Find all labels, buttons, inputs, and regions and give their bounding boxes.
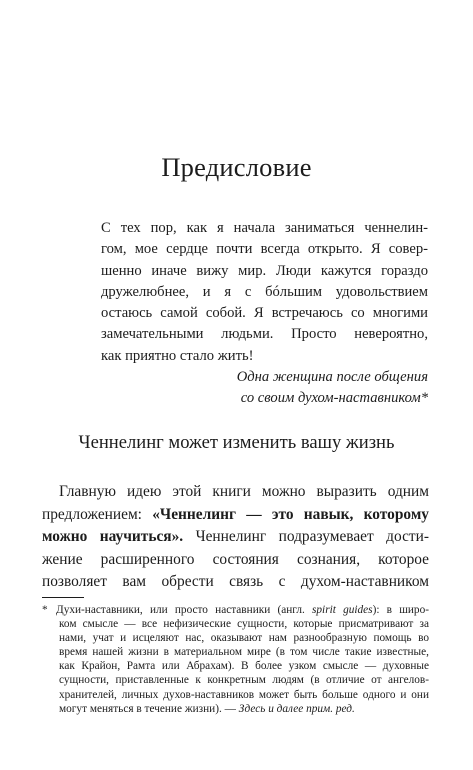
body-line — [42, 504, 429, 527]
epigraph-source-line: со своим духом-наставником* — [240, 390, 428, 407]
body-text-run: Ченнелинг подразумевает дости- — [195, 528, 429, 546]
epigraph-line: гом, мое сердце почти всегда открыто. Я совер- — [101, 241, 428, 258]
footnote-separator — [42, 597, 84, 598]
epigraph — [101, 218, 428, 410]
footnote-line — [42, 702, 429, 716]
body-text-run: предложением: — [42, 505, 142, 523]
epigraph-line: как приятно стало жить! — [101, 347, 254, 364]
body-bold-run: можно научиться». — [42, 528, 184, 546]
body-paragraph — [42, 481, 429, 594]
footnote-marker: * — [42, 604, 48, 616]
footnote-line: время нашей жизни в материальном мире (в том числе такие известные, — [59, 646, 429, 659]
footnote-line: сущности, приставленные к конкретным людям (в отличие от ангелов- — [59, 674, 429, 687]
body-line — [42, 526, 429, 549]
chapter-title: Предисловие — [161, 152, 312, 182]
footnote-line: ком смысле — все нефизические сущности, которые присматривают за — [59, 618, 429, 631]
footnote-line — [42, 603, 429, 617]
body-bold-run: «Ченнелинг — это навык, которому — [152, 505, 429, 523]
epigraph-line: замечательными людьми. Просто невероятно, — [101, 326, 428, 343]
footnote-line: как Крайон, Рамта или Абрахам). В более узком смысле — духовные — [59, 660, 429, 673]
body-line: жение расширенного состояния сознания, которое — [42, 550, 429, 568]
footnote-line: нами, учат и исцеляют нас, оказывают нам разнообразную помощь во — [59, 632, 429, 645]
body-line: позволяет вам обрести связь с духом-наставником — [42, 573, 429, 591]
body-line: Главную идею этой книги можно выразить одним — [59, 483, 429, 500]
footnote-text-run: Духи-наставники, или просто наставники (англ. — [56, 604, 305, 616]
footnote-italic-run: Здесь и далее прим. ред. — [238, 702, 355, 715]
epigraph-source-line: Одна женщина после общения — [236, 369, 428, 386]
epigraph-line: остаюсь самой собой. Я встречаюсь со многими — [101, 305, 428, 322]
footnote-italic-run: spirit guides — [312, 604, 373, 616]
section-title: Ченнелинг может изменить вашу жизнь — [78, 432, 395, 453]
epigraph-line: дружелюбнее, и я с бóльшим удовольствием — [101, 283, 428, 300]
footnote — [42, 603, 429, 716]
epigraph-line: шенно иначе вижу мир. Люди кажутся гораздо — [101, 262, 428, 279]
footnote-text-run: ): в широ- — [372, 604, 429, 616]
footnote-text-run: могут меняться в течение жизни). — — [59, 702, 236, 715]
epigraph-line: С тех пор, как я начала заниматься ченнелин- — [101, 220, 428, 236]
footnote-line: хранителей, личных духов-наставников может быть больше одного и они — [59, 688, 429, 701]
